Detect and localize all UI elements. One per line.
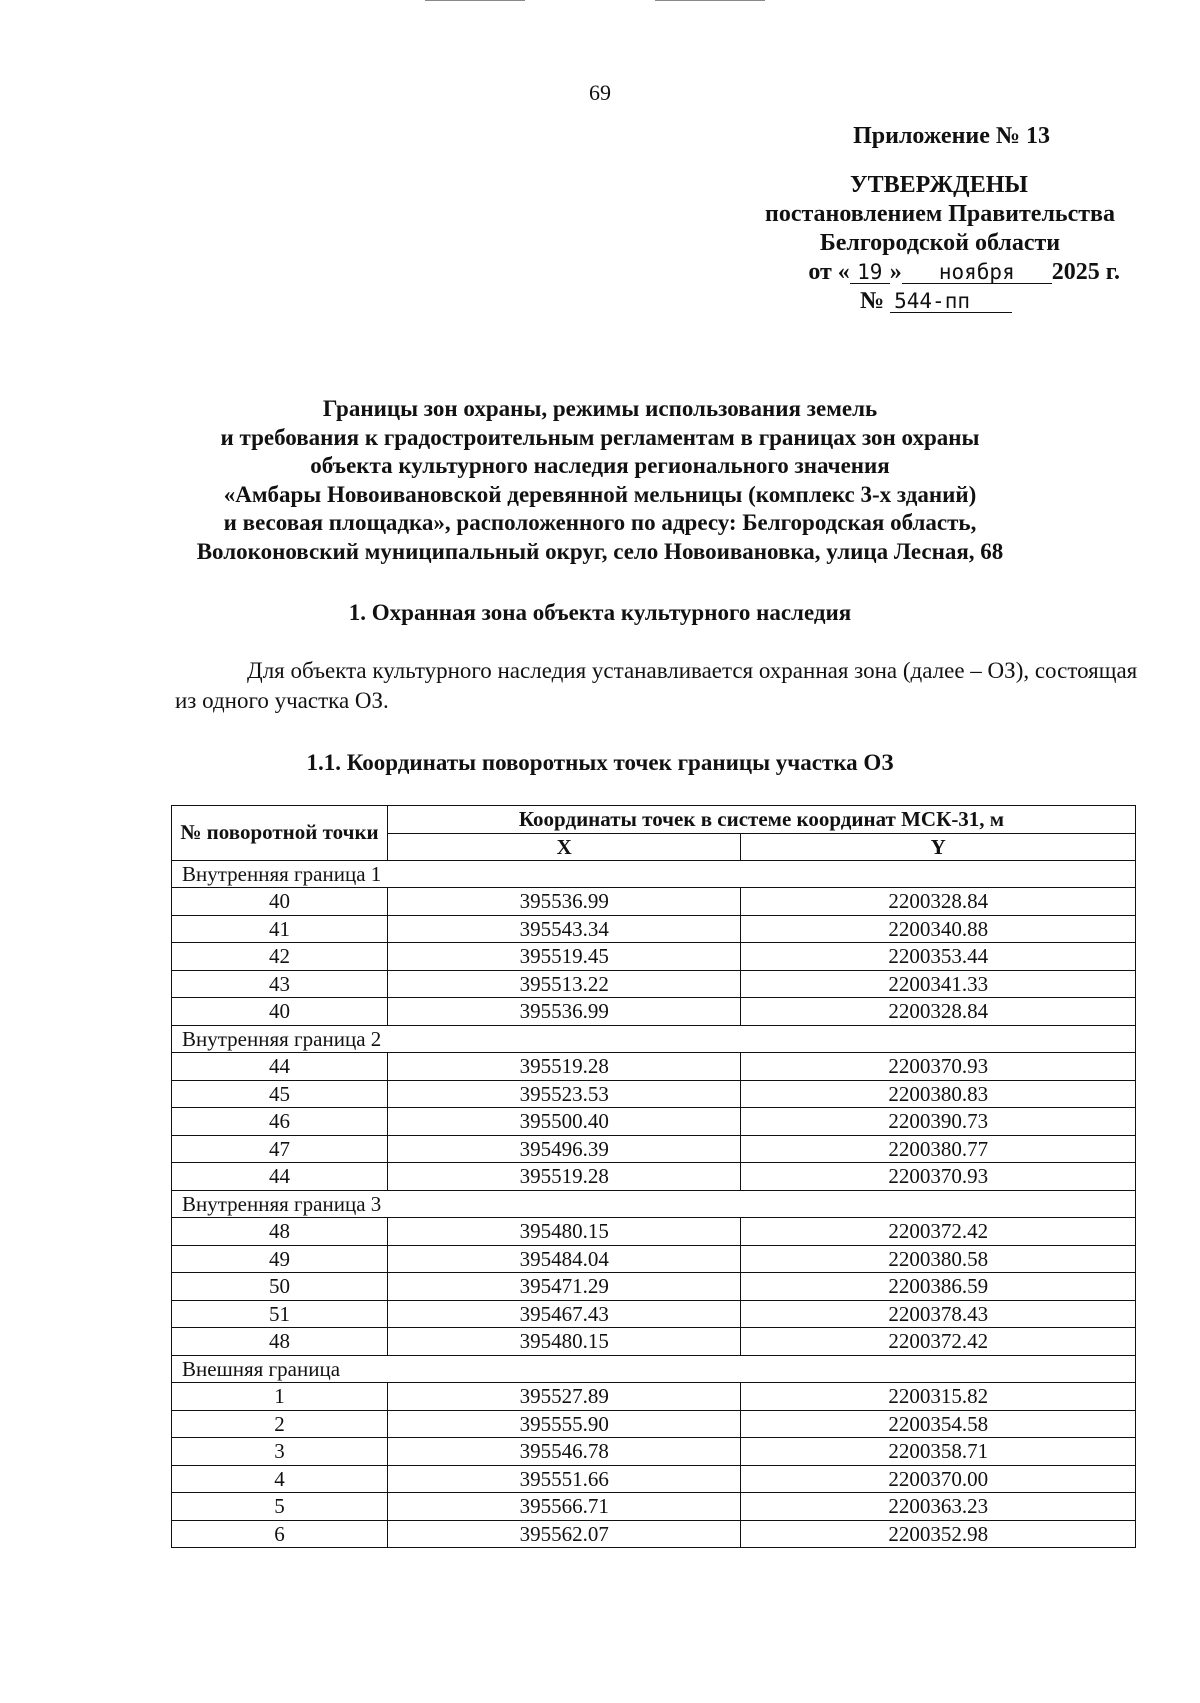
- y-coordinate-cell: 2200328.84: [741, 888, 1136, 916]
- y-coordinate-cell: 2200372.42: [741, 1328, 1136, 1356]
- page-number: 69: [589, 80, 611, 105]
- y-coordinate-cell: 2200372.42: [741, 1218, 1136, 1246]
- table-row: [172, 1300, 1136, 1328]
- number-value: 544-пп: [890, 290, 1012, 313]
- point-number-cell: 2: [172, 1410, 388, 1438]
- title-line: объекта культурного наследия регионального значения: [310, 453, 890, 478]
- point-number-cell: 3: [172, 1438, 388, 1466]
- y-coordinate-cell: 2200380.77: [741, 1135, 1136, 1163]
- y-coordinate-cell: 2200358.71: [741, 1438, 1136, 1466]
- table-row: [172, 1163, 1136, 1191]
- point-number-cell: 6: [172, 1520, 388, 1548]
- x-coordinate-cell: 395536.99: [388, 998, 741, 1026]
- y-coordinate-cell: 2200315.82: [741, 1383, 1136, 1411]
- point-number-cell: 45: [172, 1080, 388, 1108]
- y-coordinate-cell: 2200370.93: [741, 1163, 1136, 1191]
- x-coordinate-cell: 395551.66: [388, 1465, 741, 1493]
- x-coordinate-cell: 395471.29: [388, 1273, 741, 1301]
- table-row: [172, 1218, 1136, 1246]
- table-row: [172, 1438, 1136, 1466]
- y-coordinate-cell: 2200390.73: [741, 1108, 1136, 1136]
- approval-number: [740, 287, 1140, 316]
- title-line: и весовая площадка», расположенного по адресу: Белгородская область,: [223, 510, 977, 535]
- document-title: [0, 395, 1200, 566]
- point-number-cell: 43: [172, 970, 388, 998]
- date-month: ноября: [902, 261, 1052, 284]
- header-x: X: [388, 833, 741, 860]
- y-coordinate-cell: 2200378.43: [741, 1300, 1136, 1328]
- x-coordinate-cell: 395480.15: [388, 1218, 741, 1246]
- scan-mark: [655, 0, 765, 1]
- group-label: Внутренняя граница 2: [172, 1025, 1136, 1053]
- x-coordinate-cell: 395536.99: [388, 888, 741, 916]
- date-mid: »: [889, 259, 902, 285]
- date-day: 19: [850, 261, 890, 284]
- y-coordinate-cell: 2200328.84: [741, 998, 1136, 1026]
- table-row: [172, 1465, 1136, 1493]
- number-prefix: №: [860, 288, 885, 314]
- y-coordinate-cell: 2200380.83: [741, 1080, 1136, 1108]
- group-label: Внешняя граница: [172, 1355, 1136, 1383]
- y-coordinate-cell: 2200363.23: [741, 1493, 1136, 1521]
- point-number-cell: 5: [172, 1493, 388, 1521]
- point-number-cell: 51: [172, 1300, 388, 1328]
- x-coordinate-cell: 395543.34: [388, 915, 741, 943]
- table-row: [172, 1493, 1136, 1521]
- point-number-cell: 41: [172, 915, 388, 943]
- table-group-row: [172, 1025, 1136, 1053]
- x-coordinate-cell: 395527.89: [388, 1383, 741, 1411]
- table-row: [172, 970, 1136, 998]
- point-number-cell: 1: [172, 1383, 388, 1411]
- x-coordinate-cell: 395496.39: [388, 1135, 741, 1163]
- table-row: [172, 1383, 1136, 1411]
- header-y: Y: [741, 833, 1136, 860]
- title-line: Границы зон охраны, режимы использования земель: [322, 396, 878, 421]
- point-number-cell: 4: [172, 1465, 388, 1493]
- date-year: 2025 г.: [1051, 259, 1120, 285]
- coordinates-table: [171, 805, 1136, 1548]
- table-row: [172, 998, 1136, 1026]
- title-line: и требования к градостроительным регламентам в границах зон охраны: [220, 424, 980, 450]
- approved-label: УТВЕРЖДЕНЫ: [850, 172, 1028, 198]
- approval-line-2: Белгородской области: [819, 230, 1061, 256]
- x-coordinate-cell: 395500.40: [388, 1108, 741, 1136]
- section-heading: 1. Охранная зона объекта культурного наследия: [348, 600, 852, 625]
- x-coordinate-cell: 395519.28: [388, 1053, 741, 1081]
- y-coordinate-cell: 2200340.88: [741, 915, 1136, 943]
- x-coordinate-cell: 395523.53: [388, 1080, 741, 1108]
- point-number-cell: 40: [172, 998, 388, 1026]
- approval-date: [740, 258, 1140, 287]
- body-paragraph: Для объекта культурного наследия устанавливается охранная зона (далее – ОЗ), состоящая из одного участка ОЗ.: [175, 658, 1138, 713]
- table-group-row: [172, 1190, 1136, 1218]
- table-row: [172, 943, 1136, 971]
- title-line: «Амбары Новоивановской деревянной мельницы (комплекс 3-х зданий): [223, 481, 977, 507]
- x-coordinate-cell: 395519.45: [388, 943, 741, 971]
- x-coordinate-cell: 395467.43: [388, 1300, 741, 1328]
- y-coordinate-cell: 2200352.98: [741, 1520, 1136, 1548]
- y-coordinate-cell: 2200380.58: [741, 1245, 1136, 1273]
- table-row: [172, 1135, 1136, 1163]
- title-line: Волоконовский муниципальный округ, село Новоивановка, улица Лесная, 68: [196, 538, 1004, 564]
- group-label: Внутренняя граница 1: [172, 860, 1136, 888]
- table-row: [172, 888, 1136, 916]
- point-number-cell: 40: [172, 888, 388, 916]
- point-number-cell: 46: [172, 1108, 388, 1136]
- table-row: [172, 1080, 1136, 1108]
- approval-line-1: постановлением Правительства: [764, 201, 1115, 227]
- point-number-cell: 49: [172, 1245, 388, 1273]
- table-row: [172, 1108, 1136, 1136]
- coordinates-table-body: [172, 860, 1136, 1548]
- point-number-cell: 42: [172, 943, 388, 971]
- x-coordinate-cell: 395480.15: [388, 1328, 741, 1356]
- y-coordinate-cell: 2200370.93: [741, 1053, 1136, 1081]
- header-point-number: № поворотной точки: [172, 806, 388, 861]
- y-coordinate-cell: 2200354.58: [741, 1410, 1136, 1438]
- point-number-cell: 50: [172, 1273, 388, 1301]
- point-number-cell: 44: [172, 1163, 388, 1191]
- point-number-cell: 44: [172, 1053, 388, 1081]
- table-row: [172, 1273, 1136, 1301]
- table-row: [172, 1245, 1136, 1273]
- point-number-cell: 48: [172, 1328, 388, 1356]
- point-number-cell: 48: [172, 1218, 388, 1246]
- scan-mark: [425, 0, 525, 1]
- table-group-row: [172, 1355, 1136, 1383]
- y-coordinate-cell: 2200386.59: [741, 1273, 1136, 1301]
- x-coordinate-cell: 395513.22: [388, 970, 741, 998]
- date-prefix: от «: [808, 259, 850, 285]
- x-coordinate-cell: 395566.71: [388, 1493, 741, 1521]
- table-row: [172, 1328, 1136, 1356]
- table-group-row: [172, 860, 1136, 888]
- header-coordinates: Координаты точек в системе координат МСК-31, м: [388, 806, 1136, 834]
- x-coordinate-cell: 395562.07: [388, 1520, 741, 1548]
- group-label: Внутренняя граница 3: [172, 1190, 1136, 1218]
- y-coordinate-cell: 2200370.00: [741, 1465, 1136, 1493]
- table-row: [172, 1410, 1136, 1438]
- appendix-label: Приложение № 13: [853, 123, 1050, 149]
- x-coordinate-cell: 395484.04: [388, 1245, 741, 1273]
- x-coordinate-cell: 395519.28: [388, 1163, 741, 1191]
- y-coordinate-cell: 2200353.44: [741, 943, 1136, 971]
- approval-block: [740, 122, 1140, 316]
- subsection-heading: 1.1. Координаты поворотных точек границы участка ОЗ: [306, 750, 894, 775]
- table-row: [172, 915, 1136, 943]
- table-row: [172, 1520, 1136, 1548]
- x-coordinate-cell: 395555.90: [388, 1410, 741, 1438]
- x-coordinate-cell: 395546.78: [388, 1438, 741, 1466]
- y-coordinate-cell: 2200341.33: [741, 970, 1136, 998]
- point-number-cell: 47: [172, 1135, 388, 1163]
- table-row: [172, 1053, 1136, 1081]
